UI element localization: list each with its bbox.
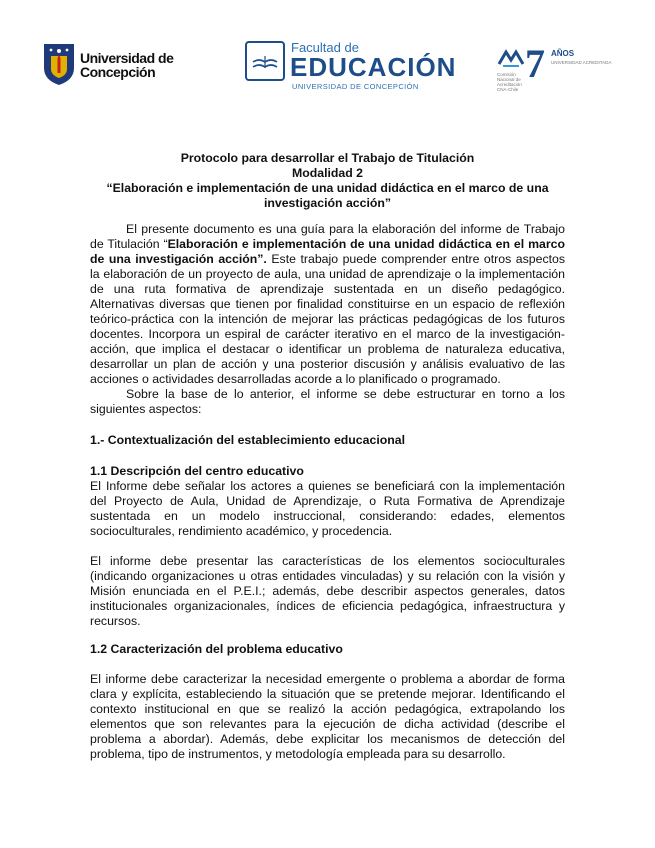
intro-text-start: El presente documento es una guía para la elaboración del informe de Trabajo de Titulación “ xyxy=(90,222,565,251)
intro-text-bold: Elaboración e implementación de una unidad didáctica en el marco de una investigación acción”. xyxy=(90,237,565,266)
subsection-1-1-paragraph-1: El Informe debe señalar los actores a quienes se beneficiará con la implementación del Proyecto de Aula, Unidad de Aprendizaje, o Ruta Formativa de Aprendizaje sustentada en un modelo instruccional, considerando: edades, elementos socioculturales, rendimiento académico, y procedencia. xyxy=(90,479,565,538)
section-1-heading: 1.- Contextualización del establecimiento educacional xyxy=(90,433,406,447)
subsection-1-2-heading: 1.2 Caracterización del problema educativo xyxy=(90,642,343,656)
udec-logo xyxy=(42,42,182,90)
accreditation-years: AÑOS xyxy=(551,49,575,58)
title-line-1: Protocolo para desarrollar el Trabajo de Titulación xyxy=(180,151,475,165)
udec-logo-text: Universidad de Concepción xyxy=(80,50,174,80)
faculty-book-icon xyxy=(245,41,285,81)
title-line-2: Modalidad 2 xyxy=(291,166,364,180)
faculty-university: UNIVERSIDAD DE CONCEPCIÓN xyxy=(292,82,419,91)
accreditation-text: UNIVERSIDAD ACREDITADA xyxy=(551,60,612,65)
faculty-logo xyxy=(245,38,457,98)
document-body xyxy=(90,222,565,762)
subsection-1-1-heading: 1.1 Descripción del centro educativo xyxy=(90,464,304,478)
intro-paragraph-1 xyxy=(90,222,565,387)
subsection-1-2-paragraph-1: El informe debe caracterizar la necesidad emergente o problema a abordar de forma clara y explícita, estableciendo la situación que se pretende mejorar. Identificando el contexto institucional en que se realizó la acción pedagógica, extrapolando los elementos que son relevantes para la ejecución de dicha actividad (describe el problema a abordar). Además, debe explicitar los mecanismos de detección del problema, tipo de instrumentos, y metodología empleada para su desarrollo. xyxy=(90,672,565,761)
cna-text: Comisión Nacional de Acreditación CNA-Chile xyxy=(497,72,522,92)
title-line-3: “Elaboración e implementación de una unidad didáctica en el marco de una investigación acción” xyxy=(106,181,549,210)
document-title xyxy=(90,151,565,211)
intro-text-end: Este trabajo puede comprender entre otros aspectos la elaboración de un proyecto de aula, una unidad de aprendizaje o la implementación de una ruta formativa de aprendizaje sustentada en un diseño pedagógico. Alternativas diversas que tienen por finalidad constituirse en un espacio de reflexión teórico-práctica con la intención de mejorar las prácticas pedagógicas de los futuros docentes. Incorpora un espiral de carácter iterativo en el marco de la investigación-acción, que implica el destacar o identificar un problema de naturaleza educativa, desarrollar un plan de acción y una posterior discusión y análisis evaluativo de las acciones o actividades desarrolladas acorde a lo planificado o programado. xyxy=(90,252,565,386)
udec-shield-icon xyxy=(42,42,76,86)
subsection-1-1-paragraph-2: El informe debe presentar las características de los elementos socioculturales (indicando organizaciones u otras entidades vinculadas) y su relación con la visión y Misión enunciada en el P.E.I.; además, debe describir aspectos generales, datos institucionales organizacionales, índices de eficiencia pedagógica, infraestructura y recursos. xyxy=(90,554,565,628)
page-header xyxy=(0,38,655,108)
accreditation-logo xyxy=(497,41,617,96)
faculty-small-text: Facultad de xyxy=(291,40,359,55)
cna-mark-icon xyxy=(497,46,525,68)
accreditation-number: 7 xyxy=(525,41,545,86)
faculty-name: EDUCACIÓN xyxy=(290,52,457,82)
intro-paragraph-2: Sobre la base de lo anterior, el informe se debe estructurar en torno a los siguientes aspectos: xyxy=(90,387,565,416)
